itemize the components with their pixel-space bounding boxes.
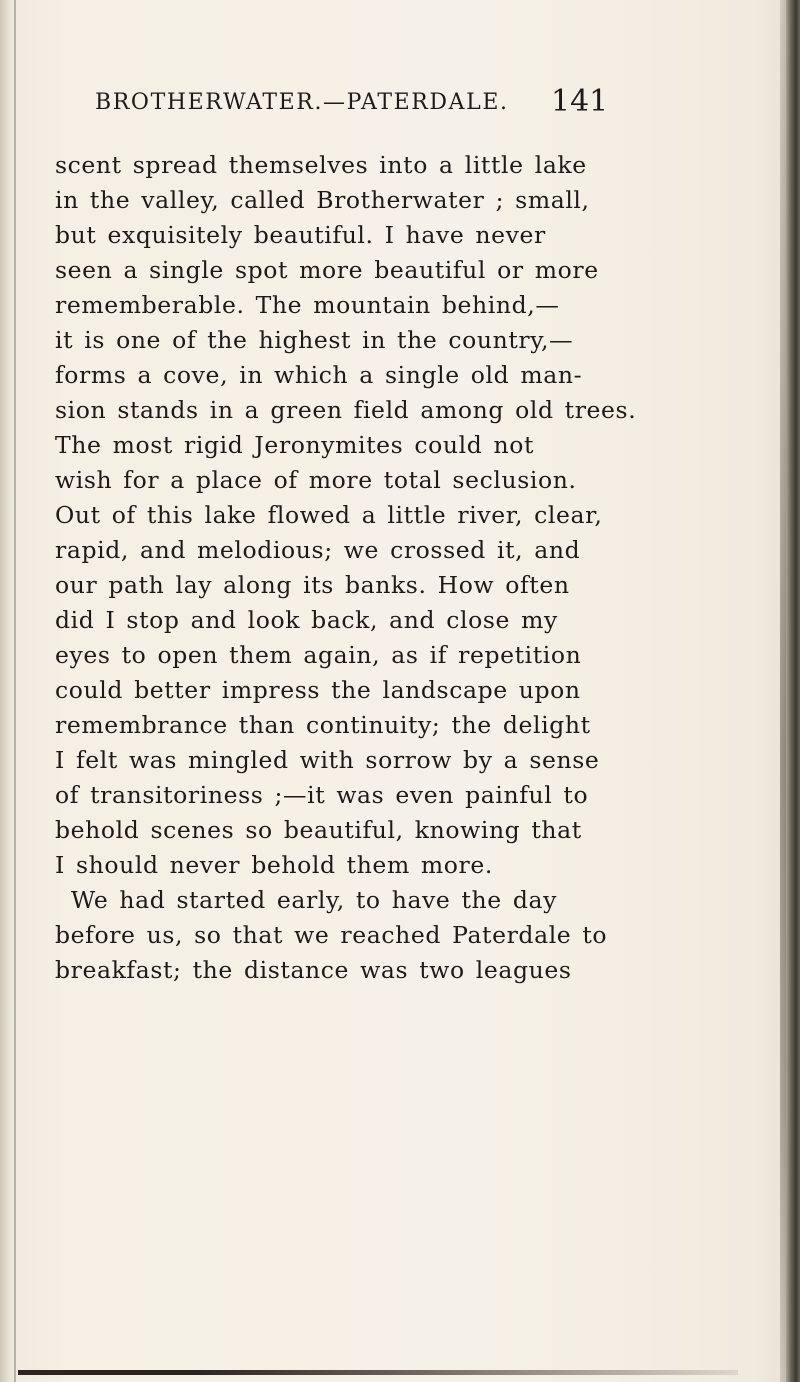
page-binding-edge bbox=[0, 0, 14, 1382]
text-line: our path lay along its banks. How often bbox=[55, 571, 570, 599]
text-line: could better impress the landscape upon bbox=[55, 676, 581, 704]
text-line: wish for a place of more total seclusion. bbox=[55, 466, 577, 494]
text-line: seen a single spot more beautiful or more bbox=[55, 256, 599, 284]
text-line: breakfast; the distance was two leagues bbox=[55, 956, 572, 984]
text-line: rapid, and melodious; we crossed it, and bbox=[55, 536, 581, 564]
text-line: I felt was mingled with sorrow by a sense bbox=[55, 746, 600, 774]
text-line: scent spread themselves into a little lake bbox=[55, 151, 587, 179]
body-text bbox=[55, 148, 637, 988]
page-bottom-edge bbox=[18, 1370, 738, 1375]
text-line: remembrance than continuity; the delight bbox=[55, 711, 591, 739]
text-line: did I stop and look back, and close my bbox=[55, 606, 558, 634]
page-gutter-texture bbox=[780, 0, 786, 1382]
text-line: We had started early, to have the day bbox=[71, 886, 557, 914]
running-title: BROTHERWATER.—PATERDALE. bbox=[95, 90, 509, 115]
text-line: I should never behold them more. bbox=[55, 851, 493, 879]
text-line: rememberable. The mountain behind,— bbox=[55, 291, 560, 319]
text-line: sion stands in a green field among old trees. bbox=[55, 396, 637, 424]
text-line: behold scenes so beautiful, knowing that bbox=[55, 816, 582, 844]
text-line: in the valley, called Brotherwater ; small, bbox=[55, 186, 590, 214]
text-line: Out of this lake flowed a little river, clear, bbox=[55, 501, 603, 529]
page-edge-line bbox=[14, 0, 16, 1382]
text-line: before us, so that we reached Paterdale to bbox=[55, 921, 608, 949]
text-line: of transitoriness ;—it was even painful to bbox=[55, 781, 589, 809]
page-number: 141 bbox=[551, 84, 609, 119]
text-line: forms a cove, in which a single old man- bbox=[55, 361, 583, 389]
text-line: eyes to open them again, as if repetition bbox=[55, 641, 582, 669]
text-line: The most rigid Jeronymites could not bbox=[55, 431, 535, 459]
running-head bbox=[0, 84, 800, 130]
text-line: but exquisitely beautiful. I have never bbox=[55, 221, 546, 249]
text-line: it is one of the highest in the country,— bbox=[55, 326, 574, 354]
